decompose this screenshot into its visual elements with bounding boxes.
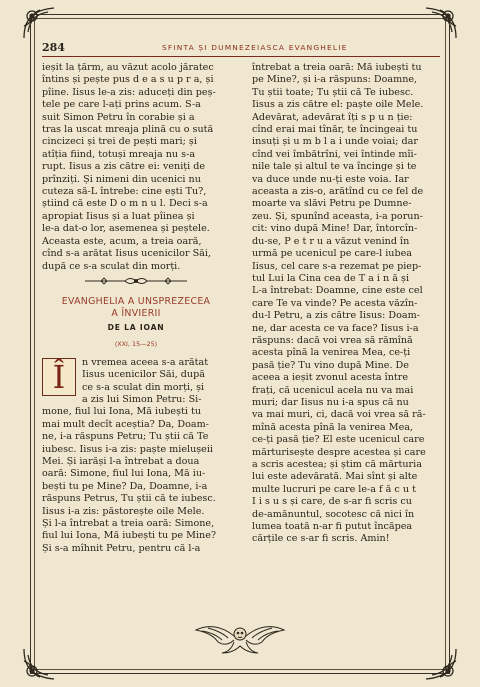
text-line: cărțile ce s-ar fi scris. Amin! (252, 533, 390, 545)
text-line: ne, i-a răspuns Petru; Tu știi că Te (42, 431, 209, 443)
section-subtitle: DE LA IOAN (107, 322, 165, 332)
text-line: pasă ție? Tu vino după Mine. De (252, 359, 409, 371)
text-line: L-a întrebat: Doamne, cine este cel (252, 285, 423, 297)
text-line: cînd erai mai tînăr, te încingeai tu (252, 124, 418, 136)
text-line: aceea a ieșit zvonul acesta între (252, 372, 409, 384)
corner-ornament-icon (424, 647, 458, 681)
paragraph (42, 62, 230, 273)
text-line: tul Lui la Cina cea de T a i n ă și (252, 272, 410, 284)
ornamental-divider-icon (42, 276, 230, 286)
page-header (42, 40, 440, 57)
text-line: zeu. Și, spunînd aceasta, i-a porun- (252, 210, 423, 222)
text-line: Și l-a întrebat a treia oară: Simone, (42, 518, 215, 529)
text-line: bești tu pe Mine? Da, Doamne, i-a (42, 480, 208, 492)
paragraph (42, 406, 230, 555)
text-line: cincizeci și trei de pești mari; și (42, 136, 197, 148)
section-reference: (XXI, 15—25) (114, 340, 158, 349)
right-column (252, 62, 440, 546)
text-line: le-a dat-o lor, asemenea și peștele. (42, 223, 210, 235)
text-line: cit: vino după Mine! Dar, întorcîn- (252, 223, 418, 235)
text-line: Și s-a mîhnit Petru, pentru că l-a (42, 542, 201, 554)
text-line: I i s u s și care, de s-ar fi scris cu (252, 496, 412, 508)
section-title: EVANGHELIA A UNSPREZECEA (61, 295, 211, 307)
text-line: atîția fiind, totuși mreaja nu s-a (42, 148, 196, 160)
text-line: insuți și u m b l a i unde voiai; dar (252, 136, 418, 148)
dropcap-paragraph (42, 357, 230, 407)
text-line: n vremea aceea s-a arătat (82, 356, 209, 368)
text-line: știind că este D o m n u l. Deci s-a (42, 198, 208, 210)
text-line: mînă acesta pînă la venirea Mea, (252, 421, 414, 433)
text-line: va duce unde nu-ți este voia. Iar (252, 173, 409, 185)
text-line: urmă pe ucenicul pe care-l iubea (252, 248, 413, 260)
text-line: iubesc. Iisus i-a zis: paște mielușeii (42, 443, 213, 455)
text-line: ce s-a sculat din morți, și (82, 381, 205, 393)
text-line: oară: Simone, fiul lui Iona, Mă iu- (42, 468, 206, 480)
text-line: cuteza să-L întrebe: cine ești Tu?, (42, 186, 207, 198)
corner-ornament-icon (22, 6, 56, 40)
text-line: lumea toată n-ar fi putut încăpea (252, 521, 413, 533)
dropcap-letter: Î (52, 357, 66, 396)
text-line: Mei. Și iarăși l-a întrebat a doua (42, 455, 200, 467)
text-line: cînd s-a arătat Iisus ucenicilor Săi, (42, 248, 211, 260)
text-line: de-amănuntul, socotesc că nici în (252, 508, 415, 520)
text-line: mărturisește despre acestea și care (252, 446, 426, 458)
text-line: Iisus ucenicilor Săi, după (82, 369, 205, 381)
text-line: care Te va vinde? Pe acesta văzîn- (252, 297, 418, 309)
text-line: muri; dar Iisus nu i-a spus că nu (252, 396, 409, 408)
text-line: va mai muri, ci, dacă voi vrea să ră- (252, 409, 426, 421)
text-line: ce-ți pasă ție? El este ucenicul care (252, 434, 425, 446)
text-line: pe Mine?, și i-a răspuns: Doamne, (252, 74, 418, 86)
text-line: lui este adevărată. Mai sînt și alte (252, 471, 418, 483)
text-line: fiul lui Iona, Mă iubești tu pe Mine? (42, 530, 217, 542)
text-line: ne, dar acesta ce va face? Iisus i-a (252, 322, 419, 334)
text-line: acesta pînă la venirea Mea, ce-ți (252, 347, 411, 359)
text-line: du-se, P e t r u a văzut venind în (252, 235, 410, 247)
text-line: după ce s-a sculat din morți. (42, 260, 181, 272)
text-line: răspuns Petrus, Tu știi că te iubesc. (42, 493, 216, 505)
corner-ornament-icon (22, 647, 56, 681)
text-line: pîine. Iisus le-a zis: aduceți din peș- (42, 86, 216, 98)
text-line: întrebat a treia oară: Mă iubești tu (252, 62, 422, 73)
text-line: mai mult decît aceștia? Da, Doam- (42, 418, 209, 430)
text-line: răspuns: dacă voi vrea să rămînă (252, 334, 413, 346)
text-line: ieșit la țărm, au văzut acolo jăratec (42, 62, 214, 73)
text-line: Adevărat, adevărat îți s p u n ție: (252, 111, 413, 123)
running-title: SFINTA ȘI DUMNEZEIASCA EVANGHELIE (162, 43, 348, 52)
text-line: aceasta a zis-o, arătînd cu ce fel de (252, 186, 424, 198)
text-line: mone, fiul lui Iona, Mă iubești tu (42, 406, 202, 418)
text-line: multe lucruri pe care le-a f ă c u t (252, 483, 416, 495)
text-line: tele pe care l-ați prins acum. S-a (42, 99, 201, 111)
text-line: frați, că ucenicul acela nu va mai (252, 384, 414, 396)
text-line: suit Simon Petru în corabie și a (42, 111, 195, 123)
winged-angel-ornament-icon (192, 620, 288, 654)
text-line: Aceasta este, acum, a treia oară, (42, 235, 202, 247)
text-line: cînd vei îmbătrîni, vei întinde mîi- (252, 148, 417, 160)
text-line: Iisus i-a zis: păstorește oile Mele. (42, 505, 205, 517)
text-line: tras la uscat mreaja plină cu o sută (42, 124, 214, 136)
corner-ornament-icon (424, 6, 458, 40)
text-line: rupt. Iisus a zis către ei: veniți de (42, 161, 206, 173)
text-line: Tu știi toate; Tu știi că Te iubesc. (252, 86, 414, 98)
left-column (42, 62, 230, 555)
text-line: Iisus, cel care s-a rezemat pe piep- (252, 260, 422, 272)
text-line: Iisus a zis către el: paște oile Mele. (252, 99, 424, 111)
text-line: du-l Petru, a zis către Iisus: Doam- (252, 310, 420, 322)
paragraph (252, 62, 440, 546)
text-line: apropiat Iisus și a luat pîinea și (42, 210, 195, 222)
text-line: moarte va slăvi Petru pe Dumne- (252, 198, 412, 210)
text-line: prînziți. Și nimeni din ucenici nu (42, 173, 201, 185)
text-line: a zis lui Simon Petru: Si- (82, 393, 202, 405)
page-number: 284 (42, 41, 65, 54)
dropcap (42, 358, 76, 396)
text-line: a scris acestea; și știm că mărturia (252, 459, 422, 470)
section-title: A ÎNVIERII (111, 307, 161, 319)
text-line: întins și pește pus d e a s u p r a, și (42, 74, 214, 86)
text-line: nile tale și altul te va încinge și te (252, 161, 417, 173)
